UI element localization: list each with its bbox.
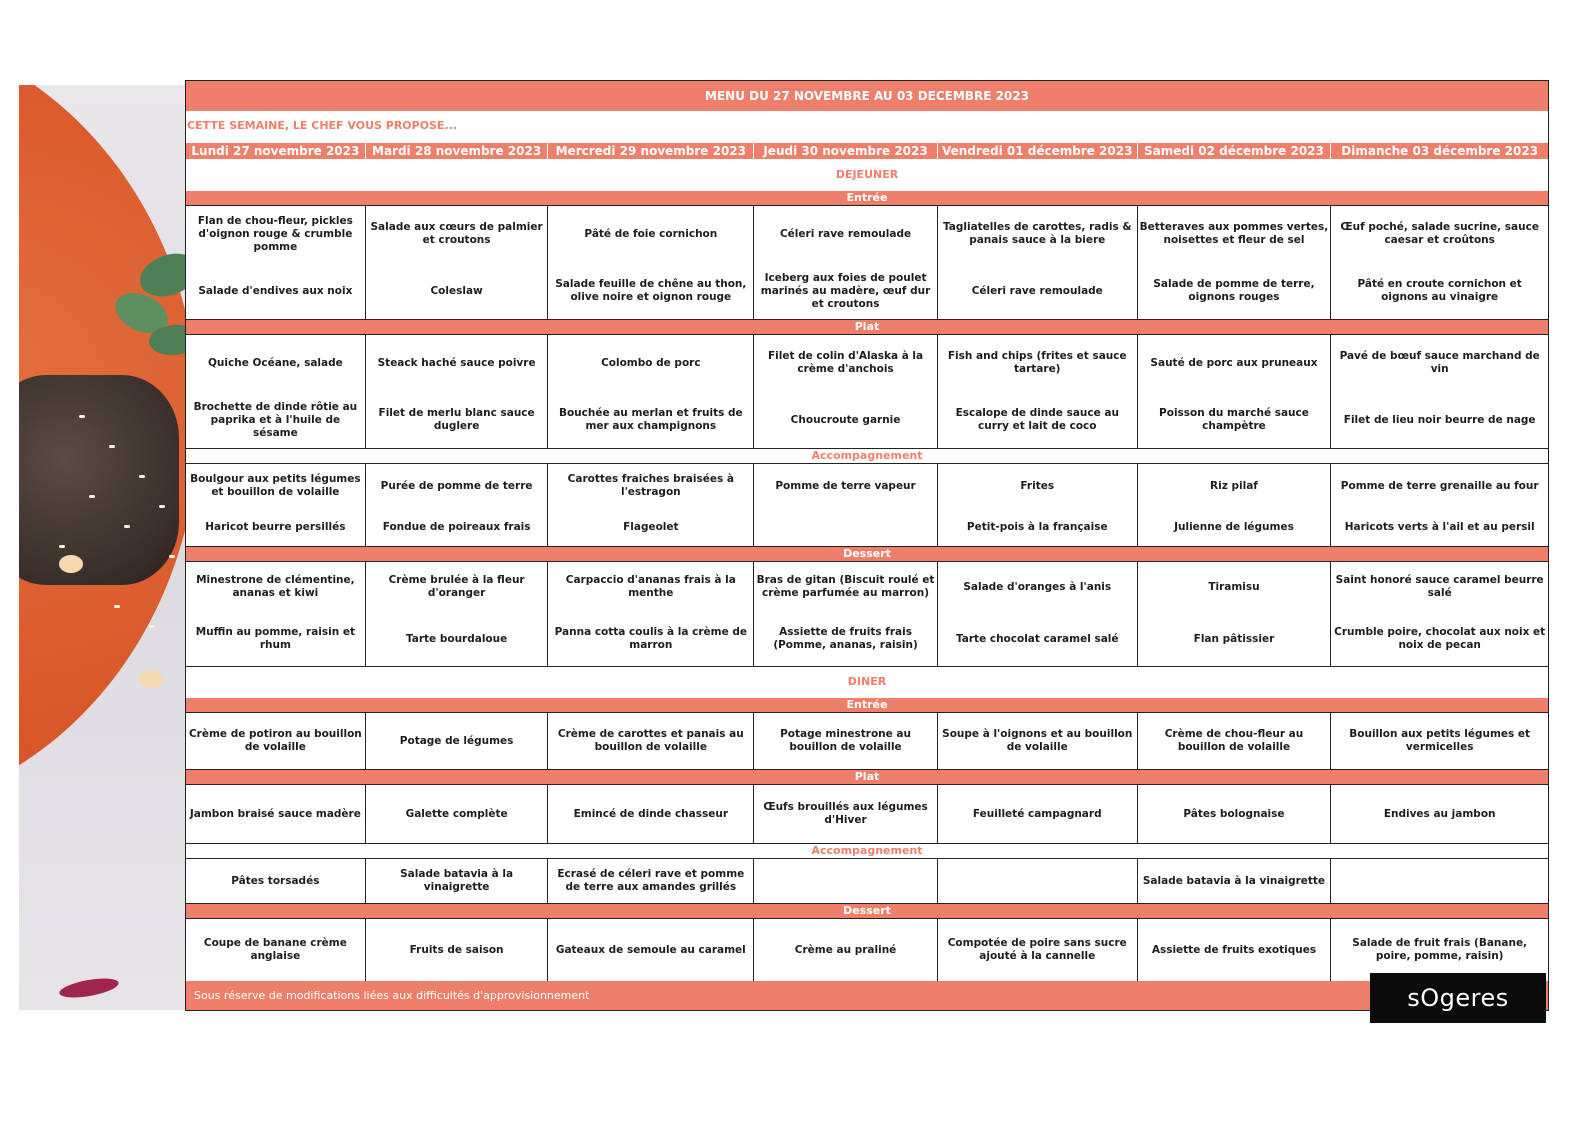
menu-item: Potage minestrone au bouillon de volaille [780, 728, 911, 753]
menu-item: Pomme de terre vapeur [775, 479, 916, 492]
section-entree-lunch: Entrée [186, 191, 1548, 205]
menu-item: Salade de fruit frais (Banane, poire, pomme, raisin) [1352, 937, 1528, 962]
menu-item: Œufs brouillés aux légumes d'Hiver [763, 801, 928, 826]
menu-item: Escalope de dinde sauce au curry et lait de coco [955, 407, 1119, 432]
sogeres-logo: sOgeres [1370, 973, 1546, 1023]
menu-item: Pâté en croute cornichon et oignons au vinaigre [1357, 278, 1522, 303]
menu-item [756, 859, 935, 903]
day-header: Vendredi 01 décembre 2023 [938, 143, 1138, 159]
grid-dinner-plat [186, 784, 1548, 844]
menu-item: Bouchée au merlan et fruits de mer aux champignons [558, 407, 743, 432]
menu-item: Steack haché sauce poivre [377, 356, 536, 369]
menu-item: Salade aux cœurs de palmier et croutons [370, 221, 543, 246]
menu-item: Boulgour aux petits légumes et bouillon de volaille [190, 473, 361, 498]
menu-item: Pomme de terre grenaille au four [1340, 479, 1539, 492]
menu-item: Flan de chou-fleur, pickles d'oignon rouge & crumble pomme [197, 214, 353, 253]
section-accompagnement-lunch: Accompagnement [186, 449, 1548, 463]
grid-lunch-plat [186, 334, 1548, 449]
menu-item: Céleri rave remoulade [971, 284, 1103, 297]
menu-item: Crème de potiron au bouillon de volaille [188, 728, 362, 753]
menu-item: Julienne de légumes [1174, 520, 1294, 533]
menu-item: Saint honoré sauce caramel beurre salé [1335, 574, 1544, 599]
menu-item: Œuf poché, salade sucrine, sauce caesar et croûtons [1340, 221, 1539, 246]
menu-item: Gateaux de semoule au caramel [555, 943, 746, 956]
meal-title-dinner: DINER [847, 675, 887, 688]
menu-item: Tiramisu [1208, 580, 1260, 593]
menu-item: Céleri rave remoulade [779, 227, 912, 240]
menu-item: Brochette de dinde rôtie au paprika et à l'huile de sésame [193, 400, 358, 439]
day-header: Dimanche 03 décembre 2023 [1341, 144, 1539, 158]
menu-title: MENU DU 27 NOVEMBRE AU 03 DECEMBRE 2023 [186, 81, 1548, 111]
section-entree-dinner: Entrée [186, 698, 1548, 712]
section-dessert-lunch: Dessert [186, 547, 1548, 561]
menu-item: Tagliatelles de carottes, radis & panais sauce à la biere [942, 221, 1132, 246]
menu-item: Haricots verts à l'ail et au persil [1344, 520, 1535, 533]
menu-item: Crème de chou-fleur au bouillon de volaille [1164, 728, 1304, 753]
menu-item: Crumble poire, chocolat aux noix et noix de pecan [1334, 626, 1546, 651]
section-accompagnement-dinner: Accompagnement [186, 844, 1548, 858]
menu-item: Iceberg aux foies de poulet marinés au madère, œuf dur et croutons [760, 271, 931, 310]
grid-dinner-entree [186, 712, 1548, 770]
menu-item: Carpaccio d'ananas frais à la menthe [565, 574, 736, 599]
footer-disclaimer: Sous réserve de modifications liées aux difficultés d'approvisionnement [194, 989, 590, 1002]
menu-item: Sauté de porc aux pruneaux [1150, 356, 1318, 369]
menu-item: Riz pilaf [1210, 479, 1258, 492]
menu-item: Colombo de porc [601, 356, 701, 369]
menu-item: Potage de légumes [399, 734, 514, 747]
cake-shape [19, 375, 179, 585]
menu-item: Coupe de banane crème anglaise [203, 937, 347, 962]
days-header [186, 143, 1548, 159]
menu-item: Coleslaw [430, 284, 483, 297]
menu-item: Pavé de bœuf sauce marchand de vin [1339, 350, 1540, 375]
day-header: Mardi 28 novembre 2023 [366, 143, 549, 159]
menu-item: Purée de pomme de terre [380, 479, 533, 492]
menu-item: Tarte bourdaloue [405, 632, 508, 645]
menu-item: Galette complète [405, 807, 508, 820]
radish-leaf [58, 975, 120, 1001]
menu-item: Ecrasé de céleri rave et pomme de terre aux amandes grillés [557, 868, 745, 893]
menu-item: Frites [1020, 479, 1055, 492]
menu-item: Jambon braisé sauce madère [189, 807, 361, 820]
menu-item: Salade d'oranges à l'anis [963, 580, 1112, 593]
menu-item: Muffin au pomme, raisin et rhum [195, 626, 356, 651]
menu-item: Emincé de dinde chasseur [573, 807, 729, 820]
cream-dot [139, 670, 163, 688]
grid-lunch-accompagnement [186, 463, 1548, 547]
menu-item: Salade feuille de chêne au thon, olive noire et oignon rouge [555, 278, 747, 303]
grid-lunch-entree [186, 205, 1548, 320]
menu-item: Betteraves aux pommes vertes, noisettes et fleur de sel [1139, 221, 1329, 246]
menu-item: Pâtes torsadés [231, 874, 320, 887]
menu-item: Flageolet [623, 520, 679, 533]
menu-item: Fruits de saison [409, 943, 504, 956]
section-plat-dinner: Plat [186, 770, 1548, 784]
menu-item: Flan pâtissier [1193, 632, 1275, 645]
menu-item: Tarte chocolat caramel salé [955, 632, 1119, 645]
menu-item [1333, 859, 1546, 903]
menu-item: Choucroute garnie [790, 413, 901, 426]
menu-sheet [185, 80, 1549, 1011]
menu-item: Filet de colin d'Alaska à la crème d'anchois [767, 350, 924, 375]
menu-item: Minestrone de clémentine, ananas et kiwi [196, 574, 355, 599]
menu-item: Crème brulée à la fleur d'oranger [388, 574, 525, 599]
day-header: Samedi 02 décembre 2023 [1138, 143, 1332, 159]
menu-item: Salade d'endives aux noix [198, 284, 353, 297]
menu-item: Crème de carottes et panais au bouillon de volaille [557, 728, 744, 753]
menu-item [940, 859, 1135, 903]
menu-item: Assiette de fruits frais (Pomme, ananas, raisin) [773, 626, 918, 651]
day-header: Jeudi 30 novembre 2023 [754, 143, 938, 159]
menu-item [756, 508, 935, 546]
menu-item: Bouillon aux petits légumes et vermicelles [1349, 728, 1531, 753]
section-dessert-dinner: Dessert [186, 904, 1548, 918]
menu-item: Petit-pois à la française [966, 520, 1108, 533]
grid-dinner-dessert [186, 918, 1548, 982]
menu-item: Fondue de poireaux frais [382, 520, 531, 533]
menu-item: Filet de lieu noir beurre de nage [1343, 413, 1536, 426]
menu-item: Carottes fraiches braisées à l'estragon [567, 473, 734, 498]
day-header: Lundi 27 novembre 2023 [186, 143, 366, 159]
food-photo [19, 85, 185, 1010]
menu-item: Salade batavia à la vinaigrette [1142, 874, 1326, 887]
grid-lunch-dessert [186, 561, 1548, 667]
menu-item: Endives au jambon [1383, 807, 1496, 820]
menu-item: Compotée de poire sans sucre ajouté à la cannelle [947, 937, 1127, 962]
menu-item: Salade de pomme de terre, oignons rouges [1153, 278, 1315, 303]
menu-item: Bras de gitan (Biscuit roulé et crème parfumée au marron) [756, 574, 935, 599]
menu-item: Panna cotta coulis à la crème de marron [554, 626, 748, 651]
menu-item: Salade batavia à la vinaigrette [400, 868, 514, 893]
menu-item: Quiche Océane, salade [208, 356, 343, 369]
section-plat-lunch: Plat [186, 320, 1548, 334]
menu-item: Crème au praliné [794, 943, 897, 956]
menu-item: Assiette de fruits exotiques [1151, 943, 1317, 956]
menu-item: Haricot beurre persillés [205, 520, 346, 533]
day-header: Mercredi 29 novembre 2023 [548, 143, 754, 159]
menu-item: Pâté de foie cornichon [584, 227, 718, 240]
menu-item: Fish and chips (frites et sauce tartare) [947, 350, 1127, 375]
menu-item: Pâtes bolognaise [1183, 807, 1285, 820]
menu-item: Filet de merlu blanc sauce duglere [378, 407, 535, 432]
chef-intro: CETTE SEMAINE, LE CHEF VOUS PROPOSE... [187, 119, 458, 132]
menu-item: Soupe à l'oignons et au bouillon de volaille [942, 728, 1133, 753]
footer-bar [186, 981, 1548, 1010]
menu-item: Feuilleté campagnard [972, 807, 1102, 820]
grid-dinner-accompagnement [186, 858, 1548, 904]
menu-item: Poisson du marché sauce champètre [1159, 407, 1309, 432]
meal-title-lunch: DEJEUNER [835, 168, 899, 181]
cream-dot [59, 555, 83, 573]
